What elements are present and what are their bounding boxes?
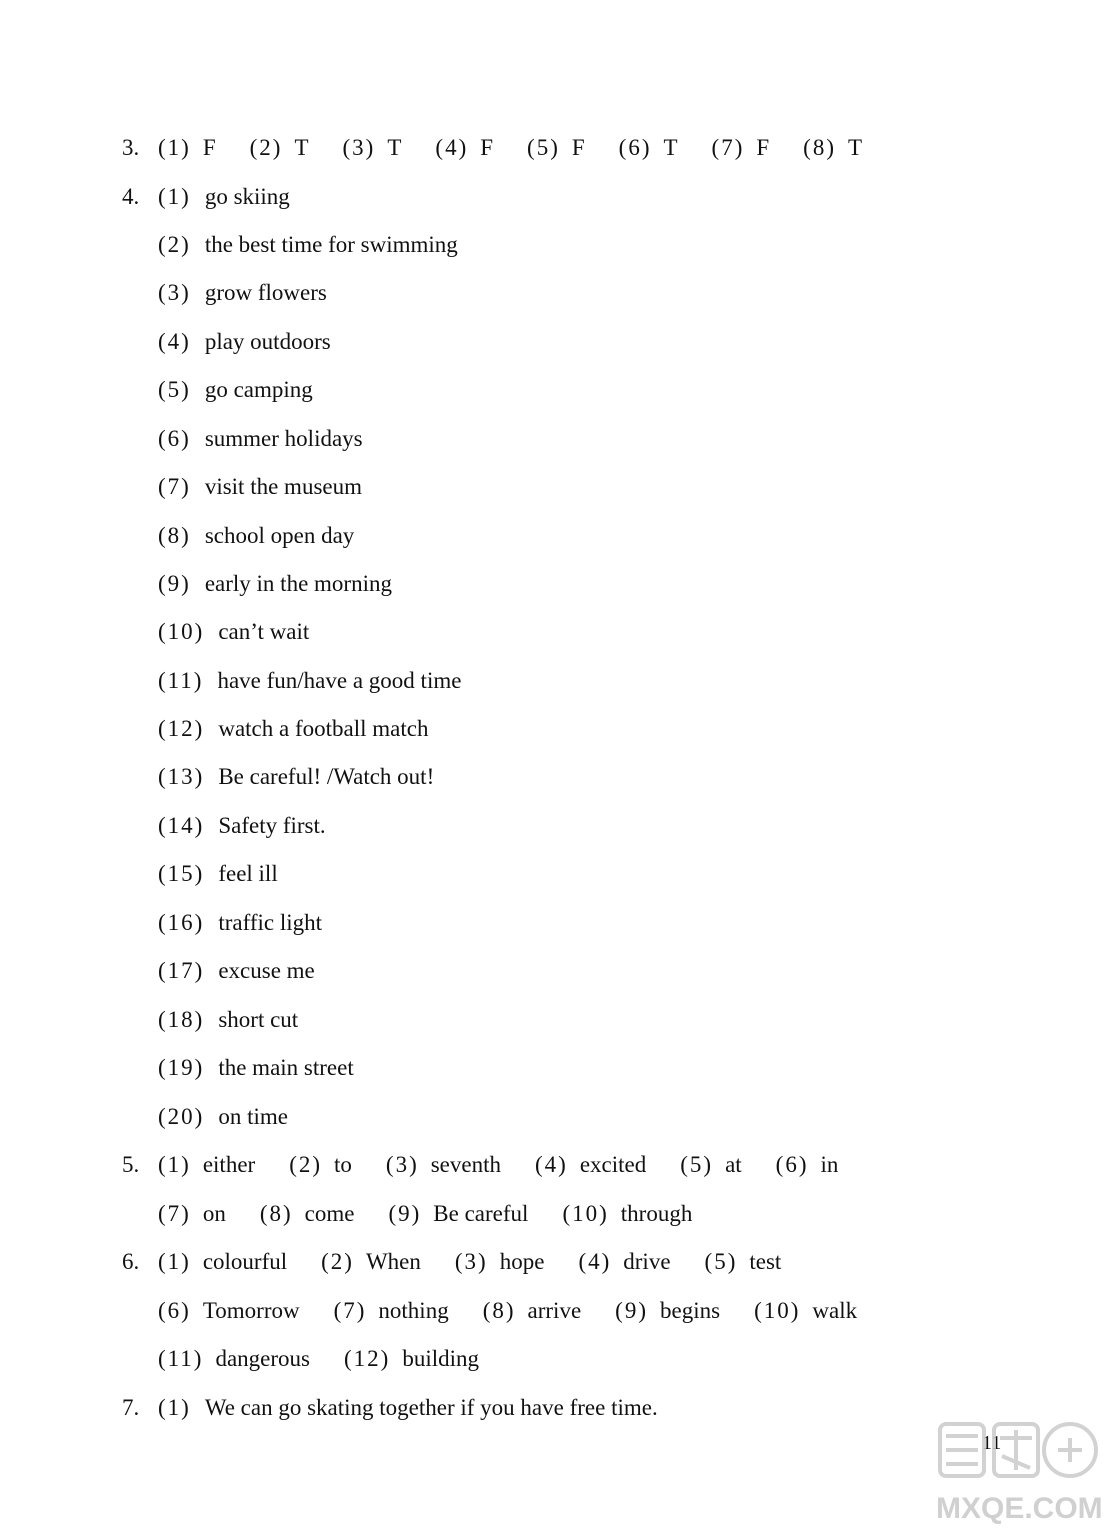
q5-item-6: (6) in <box>775 1152 839 1177</box>
q6-label: 6. <box>122 1249 140 1274</box>
q4-item-7: (7) visit the museum <box>158 474 362 499</box>
q4-label: 4. <box>122 184 140 209</box>
q5-item-8: (8) come <box>259 1201 355 1226</box>
q4-item-8: (8) school open day <box>158 523 355 548</box>
q4-item-9: (9) early in the morning <box>158 571 392 596</box>
q4-item-10: (10) can’t wait <box>158 619 310 644</box>
q3-item-2: (2) T <box>249 135 309 160</box>
q3-answers <box>158 133 862 163</box>
q4-item-17: (17) excuse me <box>158 958 315 983</box>
q6-item-3: (3) hope <box>454 1249 545 1274</box>
q4-item-16: (16) traffic light <box>158 910 323 935</box>
q4-item-4: (4) play outdoors <box>158 329 331 354</box>
q4-item-6: (6) summer holidays <box>158 426 363 451</box>
q4-item-11: (11) have fun/have a good time <box>158 668 462 693</box>
q3-item-3: (3) T <box>342 135 402 160</box>
q5-item-10: (10) through <box>562 1201 693 1226</box>
q7-item-1: (1) We can go skating together if you have free time. <box>158 1395 658 1420</box>
q3-item-7: (7) F <box>711 135 770 160</box>
q7-label: 7. <box>122 1395 140 1420</box>
watermark-text: MXQE.COM <box>936 1492 1103 1525</box>
q5-item-1: (1) either <box>158 1152 256 1177</box>
q3-label: 3. <box>122 135 140 160</box>
q4-item-18: (18) short cut <box>158 1007 299 1032</box>
q4-item-14: (14) Safety first. <box>158 813 326 838</box>
q4-item-20: (20) on time <box>158 1104 288 1129</box>
q3-item-4: (4) F <box>435 135 494 160</box>
watermark-logo-icon <box>930 1406 1105 1530</box>
q5-label: 5. <box>122 1152 140 1177</box>
q4-item-13: (13) Be careful! /Watch out! <box>158 764 435 789</box>
q4-item-15: (15) feel ill <box>158 861 278 886</box>
q4-item-19: (19) the main street <box>158 1055 354 1080</box>
q6-item-11: (11) dangerous <box>158 1346 310 1371</box>
q5-item-5: (5) at <box>680 1152 742 1177</box>
page-number: 11 <box>982 1432 1002 1454</box>
q6-row-2 <box>158 1296 857 1326</box>
q5-item-2: (2) to <box>289 1152 352 1177</box>
q6-item-12: (12) building <box>344 1346 479 1371</box>
q5-row-2 <box>158 1199 692 1229</box>
q5-item-7: (7) on <box>158 1201 226 1226</box>
q4-item-12: (12) watch a football match <box>158 716 429 741</box>
q6-item-1: (1) colourful <box>158 1249 288 1274</box>
q6-item-4: (4) drive <box>578 1249 671 1274</box>
q6-item-2: (2) When <box>321 1249 421 1274</box>
q6-item-10: (10) walk <box>754 1298 858 1323</box>
q5-item-4: (4) excited <box>535 1152 647 1177</box>
q6-item-6: (6) Tomorrow <box>158 1298 300 1323</box>
q4-item-3: (3) grow flowers <box>158 280 327 305</box>
q6-item-5: (5) test <box>704 1249 782 1274</box>
q6-row-1 <box>158 1247 781 1277</box>
q4-item-5: (5) go camping <box>158 377 313 402</box>
q5-row-1 <box>158 1150 838 1180</box>
q6-row-3 <box>158 1344 479 1374</box>
q5-item-9: (9) Be careful <box>388 1201 529 1226</box>
q3-item-8: (8) T <box>803 135 863 160</box>
q5-item-3: (3) seventh <box>385 1152 501 1177</box>
q3-item-6: (6) T <box>618 135 678 160</box>
q3-item-1: (1) F <box>158 135 216 160</box>
q4-item-2: (2) the best time for swimming <box>158 232 458 257</box>
q3-item-5: (5) F <box>527 135 585 160</box>
q6-item-8: (8) arrive <box>482 1298 582 1323</box>
q4-item-1: (1) go skiing <box>158 184 290 209</box>
q6-item-7: (7) nothing <box>333 1298 449 1323</box>
q6-item-9: (9) begins <box>615 1298 721 1323</box>
